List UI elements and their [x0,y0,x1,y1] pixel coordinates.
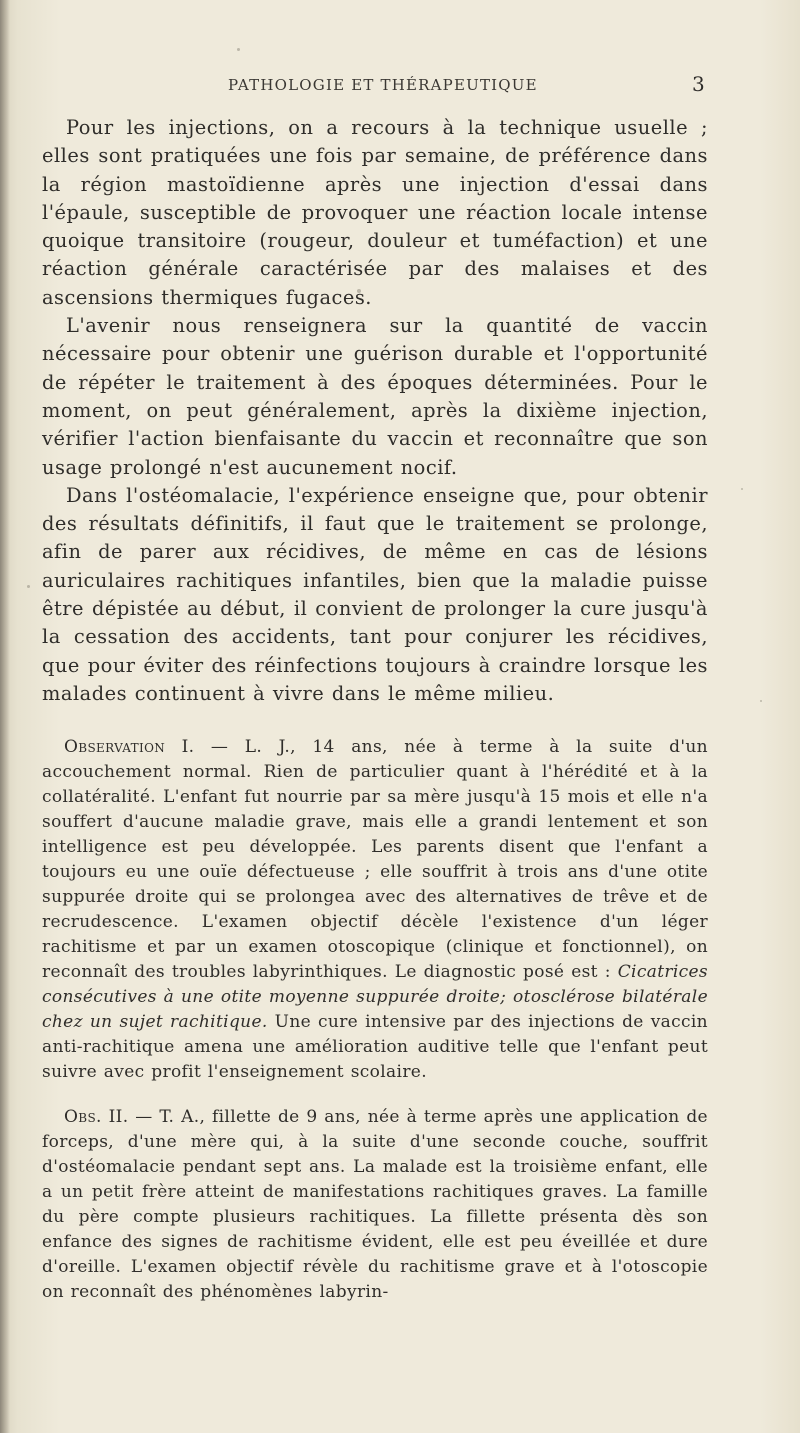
paragraph-osteomalacia: Dans l'ostéomalacie, l'expérience enseigne que, pour obtenir des résultats définitifs, il faut que le traitement se prolonge, afin de parer aux récidives, de même en cas de lésions auriculaires rachitiques infantiles, bien que la maladie puisse être dépistée au début, il convient de prolonger la cure jusqu'à la cessation des accidents, tant pour conjurer les récidives, que pour éviter des réinfections toujours à craindre lorsque les malades continuent à vivre dans le même milieu. [42,483,708,705]
body-text [42,114,708,1305]
paragraph-future-outlook: L'avenir nous renseignera sur la quantité de vaccin nécessaire pour obtenir une guérison durable et l'opportunité de répéter le traitement à des époques déterminées. Pour le moment, on peut généralement, après la dixième injection, vérifier l'action bienfaisante du vaccin et reconnaître que son usage prolongé n'est aucunement nocif. [42,314,708,479]
section-gap [42,708,708,735]
running-head [0,72,800,100]
running-title: PATHOLOGIE ET THÉRAPEUTIQUE [228,76,538,94]
observation-2-text: T. A., fillette de 9 ans, née à terme après une application de forceps, d'une mère qui, à la suite d'une seconde couche, souffrit d'ostéomalacie pendant sept ans. La malade est la troisième enfant, elle a un petit frère atteint de manifestations rachitiques graves. La famille du père compte plusieurs rachitiques. La fillette présenta dès son enfance des signes de rachitisme évident, elle est peu éveillée et dure d'oreille. L'examen objectif révèle du rachitisme grave et à l'otoscopie on reconnaît des phénomènes labyrin- [42,1107,708,1303]
observation-1 [42,735,708,1085]
page-number: 3 [692,72,705,96]
observation-gap [42,1085,708,1105]
observation-1-diagnosis: Cicatrices consécutives à une otite moyenne suppurée droite; otosclérose bilatérale chez un sujet rachitique. [42,962,708,1033]
observation-1-text-after: Une cure intensive par des injections de vaccin anti-rachitique amena une amélioration auditive telle que l'enfant peut suivre avec profit l'enseignement scolaire. [42,1012,708,1083]
observation-2-label: Obs. [64,1107,102,1128]
observation-2-number: II. — [108,1107,153,1128]
observation-2 [42,1105,708,1305]
binding-edge [0,0,10,1433]
observation-1-text-before: L. J., 14 ans, née à terme à la suite d'un accouchement normal. Rien de particulier quant à l'hérédité et à la collatéralité. L'enfant fut nourrie par sa mère jusqu'à 15 mois et elle n'a souffert d'aucune maladie grave, mais elle a grandi lentement et son intelligence est peu développée. Les parents disent que l'enfant a toujours eu une ouïe défectueuse ; elle souffrit à trois ans d'une otite suppurée droite qui se prolongea avec des alternatives de trêve et de recrudescence. L'examen objectif décèle l'existence d'un léger rachitisme et par un examen otoscopique (clinique et fonctionnel), on reconnaît des troubles labyrinthiques. Le diagnostic posé est : [42,737,708,983]
observation-1-label: Observation [64,737,166,758]
paragraph-injection-technique: Pour les injections, on a recours à la technique usuelle ; elles sont pratiquées une fois par semaine, de préférence dans la région mastoïdienne après une injection d'essai dans l'épaule, susceptible de provoquer une réaction locale intense quoique transitoire (rougeur, douleur et tuméfaction) et une réaction générale caractérisée par des malaises et des ascensions thermiques fugaces. [42,116,708,309]
observation-1-number: I. — [181,737,229,758]
